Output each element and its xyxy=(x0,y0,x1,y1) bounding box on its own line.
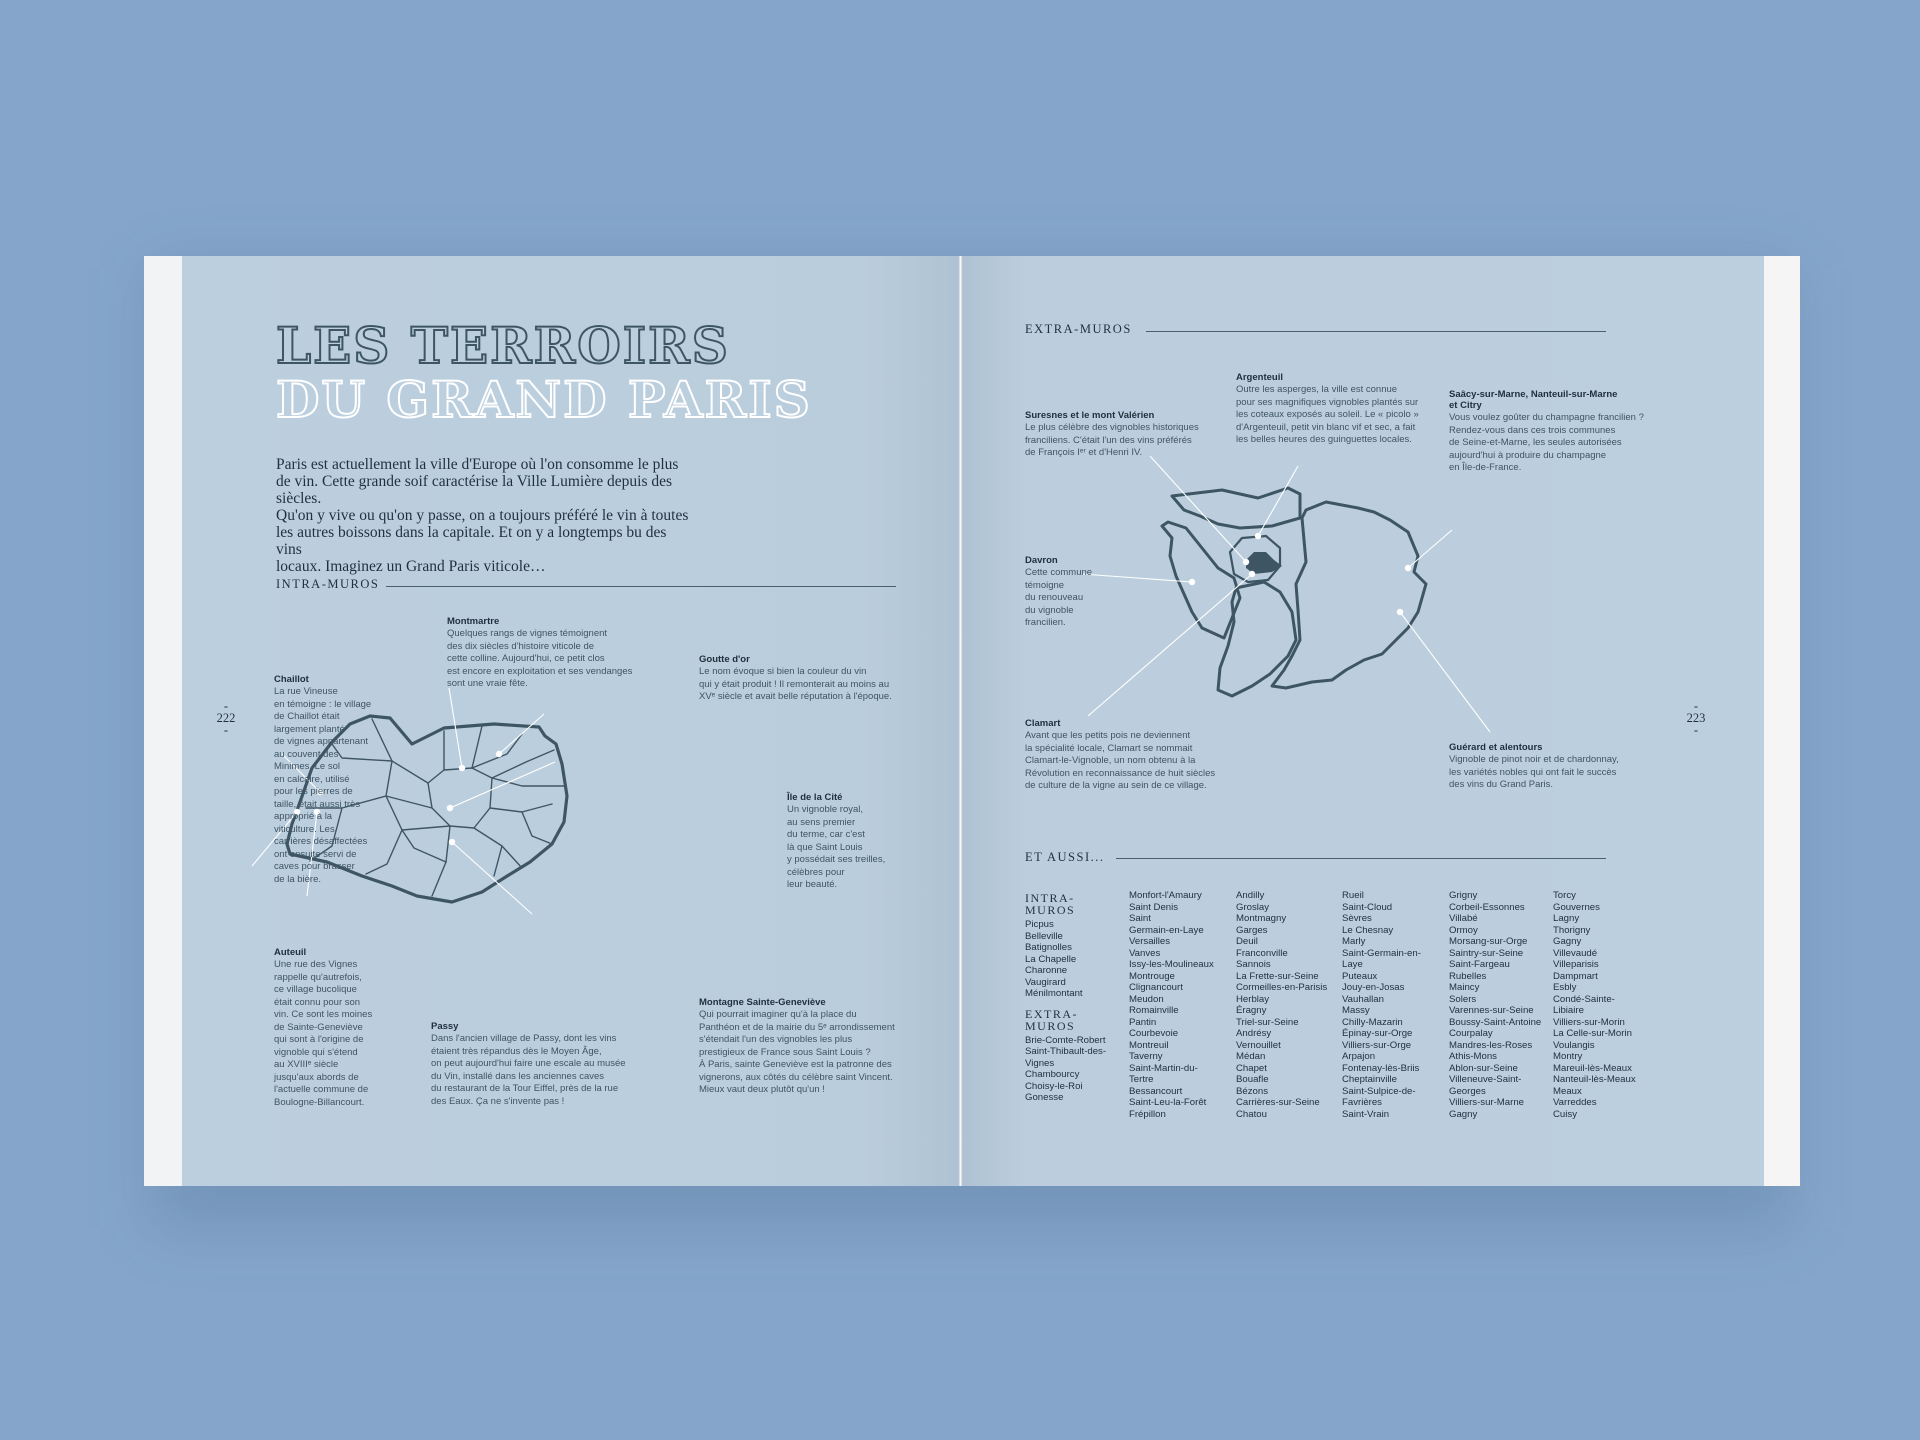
list-heading-intra-muros: INTRA- MUROS xyxy=(1025,891,1076,917)
note-title: Suresnes et le mont Valérien xyxy=(1025,410,1155,421)
note-text: Outre les asperges, la ville est connue pour ses magnifiques vignobles plantés sur les coteaux exposés au soleil. Le « picolo » d'Argenteuil, petit vin blanc vif et sec, a fait les belles heures des guinguettes locales. xyxy=(1236,384,1419,445)
departement-north xyxy=(1172,488,1300,528)
marker-montmartre xyxy=(459,765,465,771)
note-title: Île de la Cité xyxy=(787,792,843,803)
intro-paragraph: Paris est actuellement la ville d'Europe où l'on consomme le plus de vin. Cette grande soif caractérise la Ville Lumière depuis des siècles. Qu'on y vive ou qu'on y passe, on a toujours préféré le vin à toutes les autres boissons dans la capitale. Et on y a longtemps bu des vins locaux. Imaginez un Grand Paris viticole… xyxy=(276,456,689,575)
note-title: Goutte d'or xyxy=(699,654,750,665)
page-number-dash: - xyxy=(223,723,229,737)
marker-guerard xyxy=(1397,609,1403,615)
note-montmartre xyxy=(447,616,632,691)
list-intra-muros: Picpus Belleville Batignolles La Chapelle Charonne Vaugirard Ménilmontant xyxy=(1025,919,1083,999)
note-clamart xyxy=(1025,718,1215,793)
note-passy xyxy=(431,1021,626,1108)
note-auteuil xyxy=(274,947,372,1109)
note-chaillot xyxy=(274,674,371,886)
marker-suresnes xyxy=(1243,559,1249,565)
departement-south xyxy=(1218,582,1296,696)
list-column-1 xyxy=(1025,890,1125,1104)
note-title: Passy xyxy=(431,1021,459,1032)
section-rule xyxy=(1116,858,1606,859)
leader-montagne xyxy=(452,842,532,914)
marker-montagne xyxy=(449,839,455,845)
page-number-dash: - xyxy=(1693,699,1699,713)
note-text: Vignoble de pinot noir et de chardonnay, les variétés nobles qui ont fait le succès des vins du Grand Paris. xyxy=(1449,754,1619,790)
list-heading-extra-muros: EXTRA- MUROS xyxy=(1025,1006,1078,1033)
note-ile-de-la-cite xyxy=(787,792,885,892)
departement-west xyxy=(1162,522,1240,638)
page-number-dash: - xyxy=(1693,723,1699,737)
list-column-4: Rueil Saint-Cloud Sèvres Le Chesnay Marly Saint-Germain-en- Laye Puteaux Jouy-en-Josas Vauhallan Massy Chilly-Mazarin Épinay-sur-Orge Villiers-sur-Orge Arpajon Fontenay-lès-Briis Cheptainville Saint-Sulpice-de- Favrières Saint-Vrain xyxy=(1342,890,1421,1120)
departement-east xyxy=(1272,502,1426,688)
page-number-dash: - xyxy=(223,699,229,713)
leader-guerard xyxy=(1400,612,1490,732)
note-text: Une rue des Vignes rappelle qu'autrefois, ce village bucolique était connu pour son vin. Ce sont les moines de Sainte-Geneviève qui sont à l'origine de vignoble qui s'étend au XVIIIᵉ siècle jusqu'aux abords de l'actuelle commune de Boulogne-Billancourt. xyxy=(274,959,373,1108)
list-extra-muros: Brie-Comte-Robert Saint-Thibault-des- Vignes Chambourcy Choisy-le-Roi Gonesse xyxy=(1025,1034,1107,1103)
note-text: Dans l'ancien village de Passy, dont les vins étaient très répandus dès le Moyen Âge, on peut aujourd'hui faire une escale au musée du Vin, installé dans les anciennes caves du restaurant de la Tour Eiffel, près de la rue des Eaux. Ça ne s'invente pas ! xyxy=(431,1033,626,1107)
marker-argenteuil xyxy=(1255,533,1261,539)
marker-davron xyxy=(1189,579,1195,585)
note-text: Le nom évoque si bien la couleur du vin qui y était produit ! Il remonterait au moins au XVᵉ siècle et avait belle réputation à l'époque. xyxy=(699,666,892,702)
note-title: Montmartre xyxy=(447,616,500,627)
note-text: Un vignoble royal, au sens premier du terme, car c'est là que Saint Louis y possédait ses treilles, célèbres pour leur beauté. xyxy=(787,804,886,890)
note-title: Saâcy-sur-Marne, Nanteuil-sur-Marne et Citry xyxy=(1449,389,1618,411)
note-montagne-sainte-genevieve xyxy=(699,997,895,1097)
note-text: La rue Vineuse en témoigne : le village de Chaillot était largement planté de vignes appartenant au couvent des Minimes. Le sol en calcaire, utilisé pour les pierres de taille, était aussi très approprié à la viticulture. Les carrières désaffectées ont ensuite servi de caves pour brasser de la bière. xyxy=(274,686,372,885)
title-line-2: DU GRAND PARIS xyxy=(276,370,812,429)
note-text: Quelques rangs de vignes témoignent des dix siècles d'histoire viticole de cette colline. Aujourd'hui, ce petit clos est encore en exploitation et ses vendanges sont une vraie fête. xyxy=(447,628,633,689)
page-number-value: 222 xyxy=(216,711,236,725)
section-extra-muros: EXTRA-MUROS xyxy=(1025,322,1132,336)
note-goutte-dor xyxy=(699,654,892,704)
note-davron xyxy=(1025,555,1092,630)
marker-clamart xyxy=(1249,571,1255,577)
title-line-1: LES TERROIRS xyxy=(276,316,730,375)
note-text: Qui pourrait imaginer qu'à la place du Panthéon et de la mairie du 5ᵉ arrondissement s'étendait l'un des vignobles les plus prestigieux de France sous Saint Louis ? À Paris, sainte Geneviève est la patronne des vignerons, aux côtés du célèbre saint Vincent. Mieux vaut deux plutôt qu'un ! xyxy=(699,1009,895,1095)
list-column-5: Grigny Corbeil-Essonnes Villabé Ormoy Morsang-sur-Orge Saintry-sur-Seine Saint-Fargeau Rubelles Maincy Solers Varennes-sur-Seine Boussy-Saint-Antoine Courpalay Mandres-les-Roses Athis-Mons Ablon-sur-Seine Villeneuve-Saint- Georges Villiers-sur-Marne Gagny xyxy=(1449,890,1542,1120)
section-intra-muros: INTRA-MUROS xyxy=(276,577,380,591)
leader-suresnes xyxy=(1150,456,1246,562)
note-suresnes xyxy=(1025,410,1199,460)
list-column-3: Andilly Groslay Montmagny Garges Deuil Franconville Sannois La Frette-sur-Seine Cormeilles-en-Parisis Herblay Éragny Triel-sur-Seine Andrésy Vernouillet Médan Chapet Bouafle Bézons Carrières-sur-Seine Chatou xyxy=(1236,890,1328,1120)
note-title: Guérard et alentours xyxy=(1449,742,1543,753)
note-saacy xyxy=(1449,389,1644,475)
note-argenteuil xyxy=(1236,372,1419,447)
note-title: Clamart xyxy=(1025,718,1061,729)
marker-saacy xyxy=(1405,565,1411,571)
right-page xyxy=(962,256,1764,1186)
right-page-edge xyxy=(1762,256,1800,1186)
note-title: Auteuil xyxy=(274,947,307,958)
note-text: Avant que les petits pois ne deviennent la spécialité locale, Clamart se nommait Clamart-le-Vignoble, un nom obtenu à la Révolution en reconnaissance de huit siècles de culture de la vigne au sein de ce village. xyxy=(1025,730,1216,791)
note-guerard xyxy=(1449,742,1619,792)
marker-cite xyxy=(447,805,453,811)
page-number-value: 223 xyxy=(1686,711,1706,725)
left-page xyxy=(182,256,960,1186)
note-title: Montagne Sainte-Geneviève xyxy=(699,997,826,1008)
note-title: Argenteuil xyxy=(1236,372,1283,383)
note-text: Cette commune témoigne du renouveau du vignoble francilien. xyxy=(1025,567,1093,628)
left-page-edge xyxy=(144,256,184,1186)
note-title: Davron xyxy=(1025,555,1058,566)
marker-goutte-dor xyxy=(496,751,502,757)
leader-goutte-dor xyxy=(499,714,544,754)
book-gutter xyxy=(958,256,963,1186)
section-et-aussi: ET AUSSI... xyxy=(1025,850,1105,864)
note-title: Chaillot xyxy=(274,674,309,685)
note-text: Le plus célèbre des vignobles historiques franciliens. C'était l'un des vins préférés de François Iᵉʳ et d'Henri IV. xyxy=(1025,422,1199,458)
note-text: Vous voulez goûter du champagne francilien ? Rendez-vous dans ces trois communes de Seine-et-Marne, les seules autorisées aujourd'hui à produire du champagne en Île-de-France. xyxy=(1449,412,1644,473)
list-column-6: Torcy Gouvernes Lagny Thorigny Gagny Villevaudé Villeparisis Dampmart Esbly Condé-Sainte- Libiaire Villiers-sur-Morin La Celle-sur-Morin Voulangis Montry Mareuil-lès-Meaux Nanteuil-lès-Meaux Meaux Varreddes Cuisy xyxy=(1553,890,1636,1120)
list-column-2: Monfort-l'Amaury Saint Denis Saint Germain-en-Laye Versailles Vanves Issy-les-Moulineaux Montrouge Clignancourt Meudon Romainville Pantin Courbevoie Montreuil Taverny Saint-Martin-du- Tertre Bessancourt Saint-Leu-la-Forêt Frépillon xyxy=(1129,890,1214,1120)
